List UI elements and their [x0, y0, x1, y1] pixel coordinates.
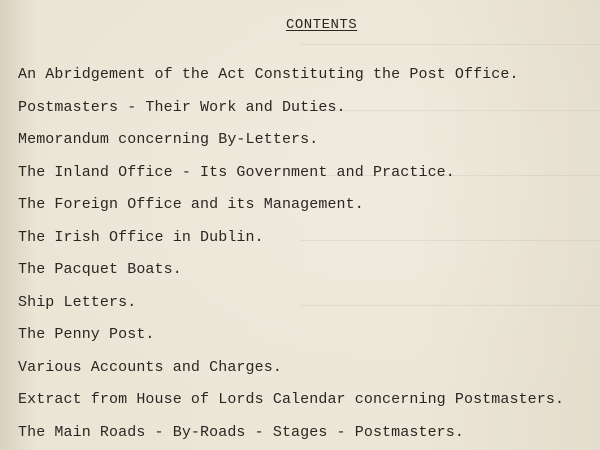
contents-entry: Extract from House of Lords Calendar concerning Postmasters. — [18, 391, 565, 408]
contents-entry: Various Accounts and Charges. — [18, 358, 282, 376]
contents-entry: The Main Roads - By-Roads - Stages - Postmasters. — [18, 423, 464, 441]
contents-entry: The Penny Post. — [18, 326, 155, 343]
contents-entry: An Abridgement of the Act Constituting the Post Office. — [18, 66, 519, 83]
contents-entry: Ship Letters. — [18, 293, 137, 311]
contents-list — [18, 60, 564, 450]
contents-entry: The Inland Office - Its Government and Practice. — [18, 163, 455, 181]
contents-entry: Memorandum concerning By-Letters. — [18, 131, 319, 148]
page-title: CONTENTS — [286, 17, 358, 33]
bleed-through-line — [300, 44, 600, 45]
contents-entry: The Pacquet Boats. — [18, 261, 182, 278]
contents-entry: The Foreign Office and its Management. — [18, 196, 364, 213]
contents-entry: The Irish Office in Dublin. — [18, 228, 264, 246]
contents-entry: Postmasters - Their Work and Duties. — [18, 98, 346, 116]
